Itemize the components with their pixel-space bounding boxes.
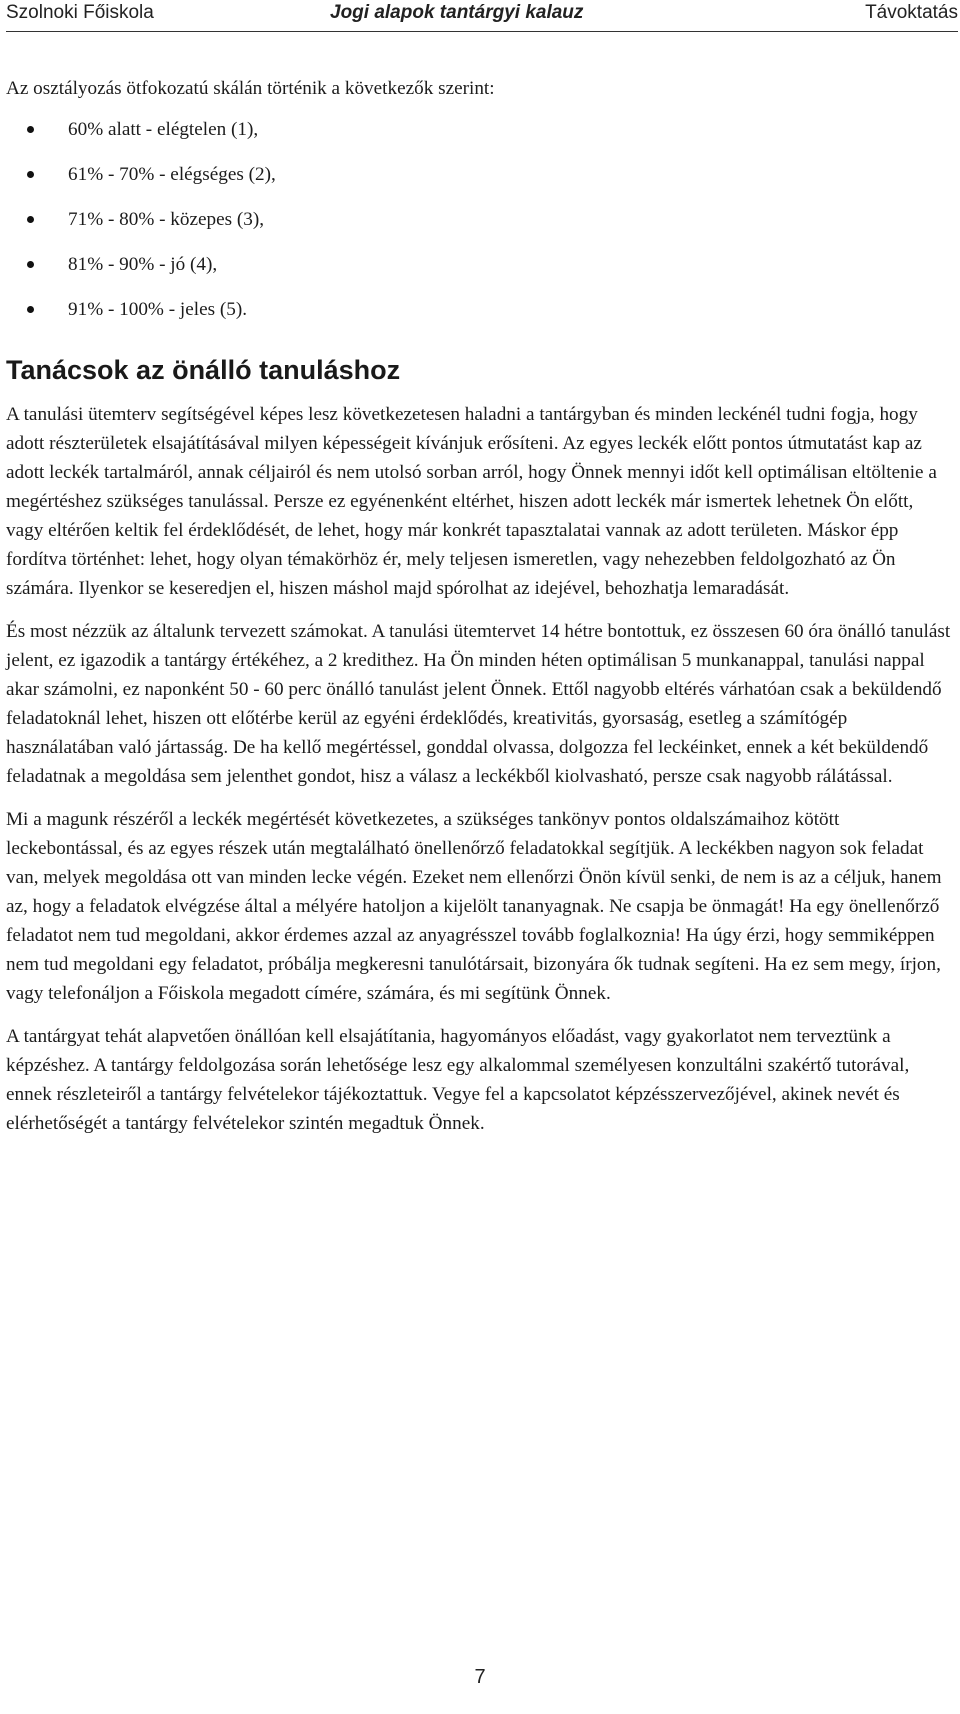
- grade-item: [6, 295, 952, 340]
- body-paragraph: A tanulási ütemterv segítségével képes lesz következetesen haladni a tantárgyban és minden leckénél tudni fogja, hogy adott részterületek elsajátításával milyen képességeit kívánjuk erősíteni. Az egyes leckék előtt pontos útmutatást kap az adott leckék tartalmáról, annak céljairól és nem utolsó sorban arról, hogy Önnek mennyi időt kell optimálisan eltöltenie a megértéshez szükséges tanulással. Persze ez egyénenként eltérhet, hiszen adott leckék már ismertek lehetnek Ön előtt, vagy eltérően keltik fel érdeklődését, de lehet, hogy már konkrét tapasztalatai vannak az adott területen. Máskor épp fordítva történhet: lehet, hogy olyan témakörhöz ér, mely teljesen ismeretlen, vagy nehezebben feldolgozható az Ön számára. Ilyenkor se keseredjen el, hiszen máshol majd spórolhat az idejével, behozhatja lemaradását.: [6, 404, 937, 599]
- grading-intro: Az osztályozás ötfokozatú skálán történik a következők szerint:: [6, 78, 495, 99]
- section-title: Tanácsok az önálló tanuláshoz: [6, 355, 401, 385]
- page-content: [6, 74, 952, 1146]
- header-institution: Szolnoki Főiskola: [6, 2, 154, 23]
- grade-item: [6, 160, 952, 205]
- bullet-icon: [27, 126, 34, 133]
- bullet-icon: [27, 261, 34, 268]
- body-paragraph: Mi a magunk részéről a leckék megértését következetes, a szükséges tankönyv pontos oldalszámaihoz kötött leckebontással, és az egyes részek után megtalálható önellenőrző feladatokkal segítjük. A leckékben nagyon sok feladat van, melyek megoldása ott van minden lecke végén. Ezeket nem ellenőrzi Önön kívül senki, de nem is az a céljuk, hanem az, hogy a feladatok elvégzése által a mélyére hatoljon a kijelölt tananyagnak. Ne csapja be önmagát! Ha egy önellenőrző feladatot nem tud megoldani, akkor érdemes azzal az anyagrésszel tovább foglalkoznia! Ha úgy érzi, hogy semmiképpen nem tud megoldani egy feladatot, próbálja megkeresni tanulótársait, bizonyára ők tudnak segíteni. Ha ez sem megy, írjon, vagy telefonáljon a Főiskola megadott címére, számára, és mi segítünk Önnek.: [6, 809, 942, 1004]
- grade-item-text: 71% - 80% - közepes (3),: [68, 209, 265, 230]
- grade-item-text: 81% - 90% - jó (4),: [68, 254, 218, 275]
- page-number: 7: [474, 1666, 486, 1688]
- grade-list: [6, 115, 952, 340]
- body-paragraph: A tantárgyat tehát alapvetően önállóan kell elsajátítania, hagyományos előadást, vagy gyakorlatot nem terveztünk a képzéshez. A tantárgy feldolgozása során lehetősége lesz egy alkalommal személyesen konzultálni szakértő tutorával, ennek részleteiről a tantárgy felvételekor tájékoztattuk. Vegye fel a kapcsolatot képzésszervezőjével, akinek nevét és elérhetőségét a tantárgy felvételekor szintén megadtuk Önnek.: [6, 1026, 910, 1134]
- page-header: [0, 0, 960, 30]
- grade-item: [6, 250, 952, 295]
- grade-item-text: 91% - 100% - jeles (5).: [68, 299, 248, 320]
- header-document-title: Jogi alapok tantárgyi kalauz: [330, 2, 584, 23]
- grade-item-text: 61% - 70% - elégséges (2),: [68, 164, 276, 185]
- header-rule: [6, 31, 958, 32]
- grade-item: [6, 205, 952, 250]
- body-paragraph: És most nézzük az általunk tervezett számokat. A tanulási ütemtervet 14 hétre bontottuk, ez összesen 60 óra önálló tanulást jelent, ez igazodik a tantárgy értékéhez, a 2 kredithez. Ha Ön minden héten optimálisan 5 munkanappal, tanulási nappal akar számolni, ez naponként 50 - 60 perc önálló tanulást jelent Önnek. Ettől nagyobb eltérés várhatóan csak a beküldendő feladatoknál lehet, hiszen ott előtérbe kerül az egyéni érdeklődés, kreativitás, gyorsaság, esetleg a számítógép használatában való jártasság. De ha kellő megértéssel, gonddal olvassa, dolgozza fel leckéinket, ennek a két beküldendő feladatnak a megoldása sem jelenthet gondot, hisz a válasz a leckékből kiolvasható, persze csak nagyobb rálátással.: [6, 621, 951, 787]
- header-program: Távoktatás: [865, 2, 958, 23]
- bullet-icon: [27, 306, 34, 313]
- grade-item: [6, 115, 952, 160]
- grade-item-text: 60% alatt - elégtelen (1),: [68, 119, 259, 140]
- bullet-icon: [27, 171, 34, 178]
- bullet-icon: [27, 216, 34, 223]
